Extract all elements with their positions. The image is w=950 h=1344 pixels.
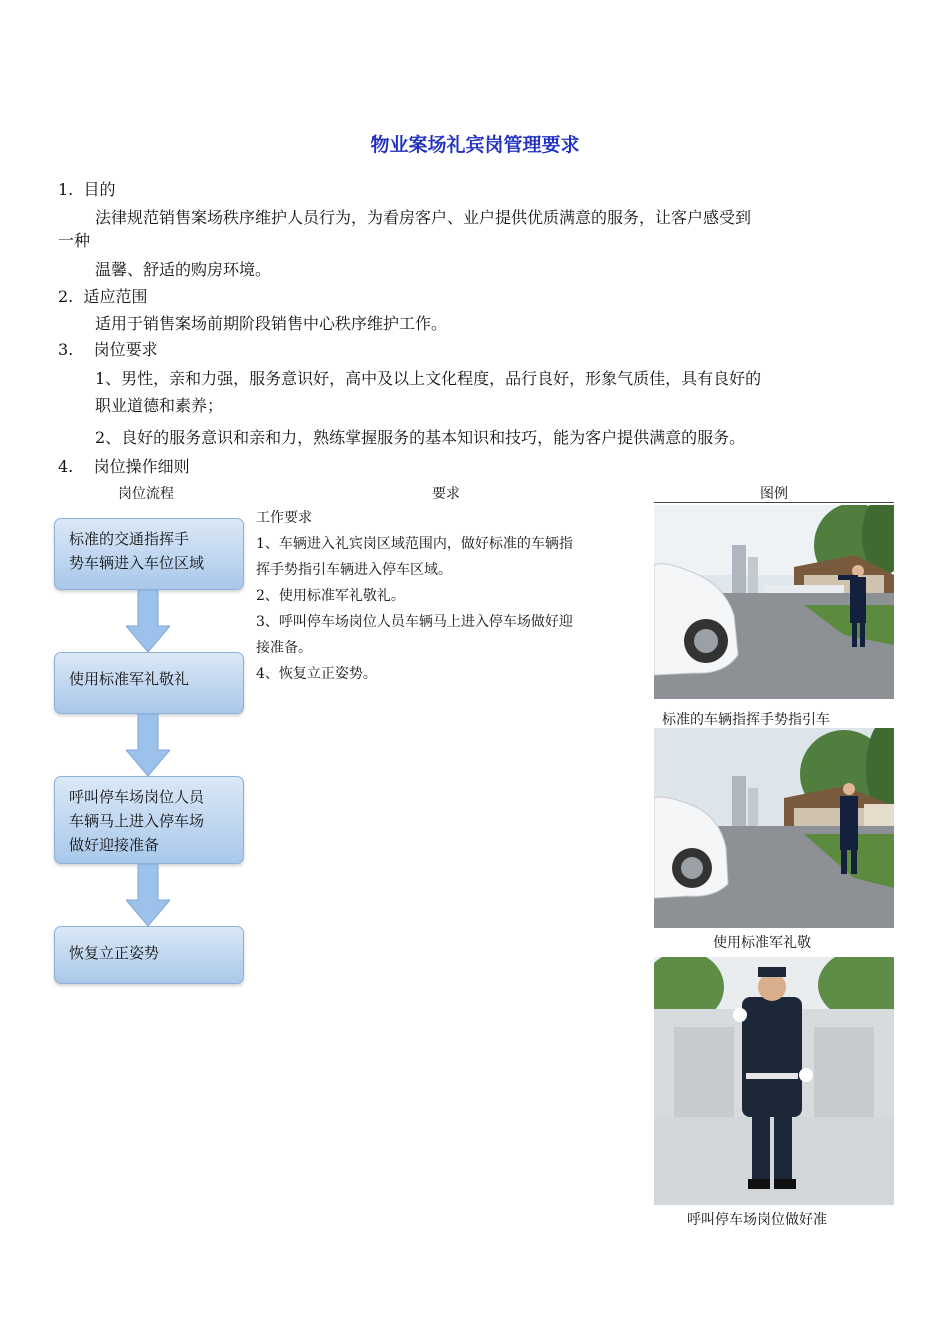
- column-header-illustration: 图例: [760, 486, 788, 502]
- requirement-line: 接准备。: [256, 640, 312, 656]
- section-4-heading: 4. 岗位操作细则: [58, 457, 190, 476]
- section-1-line-1: 法律规范销售案场秩序维护人员行为，为看房客户、业户提供优质满意的服务，让客户感受到: [95, 208, 752, 227]
- requirements-list: [256, 505, 646, 687]
- caption-salute: 使用标准军礼敬: [713, 935, 811, 951]
- requirements-heading: 工作要求: [256, 510, 312, 526]
- flow-arrow-2: [126, 714, 170, 776]
- flow-step-salute: 使用标准军礼敬礼: [54, 652, 244, 714]
- flow-arrow-1: [126, 590, 170, 652]
- photo-traffic-gesture: [654, 505, 894, 699]
- requirement-line: 2、使用标准军礼敬礼。: [256, 588, 405, 604]
- photo-salute: [654, 728, 894, 928]
- page-title: 物业案场礼宾岗管理要求: [370, 134, 580, 156]
- section-3-line-3: 2、良好的服务意识和亲和力，熟练掌握服务的基本知识和技巧，能为客户提供满意的服务。: [95, 428, 746, 447]
- section-1-heading: 1. 目的: [58, 180, 116, 199]
- illustration-header-rule: [654, 502, 894, 503]
- section-3-heading: 3. 岗位要求: [58, 340, 158, 359]
- photo-standing-guard: [654, 957, 894, 1205]
- section-1-line-3: 温馨、舒适的购房环境。: [95, 260, 272, 279]
- caption-traffic-gesture: 标准的车辆指挥手势指引车: [662, 712, 830, 728]
- section-1-line-2: 一种: [58, 231, 91, 250]
- flow-step-traffic-gesture: 标准的交通指挥手 势车辆进入车位区域: [54, 518, 244, 590]
- requirement-line: 挥手势指引车辆进入停车区域。: [256, 562, 452, 578]
- flow-arrow-3: [126, 864, 170, 926]
- flow-step-call-parking: 呼叫停车场岗位人员 车辆马上进入停车场 做好迎接准备: [54, 776, 244, 864]
- flow-step-stand-attention: 恢复立正姿势: [54, 926, 244, 984]
- column-header-flow: 岗位流程: [118, 486, 174, 502]
- column-header-requirements: 要求: [432, 486, 460, 502]
- section-2-line-1: 适用于销售案场前期阶段销售中心秩序维护工作。: [95, 314, 448, 333]
- section-2-heading: 2. 适应范围: [58, 287, 148, 306]
- requirement-line: 3、呼叫停车场岗位人员车辆马上进入停车场做好迎: [256, 614, 573, 630]
- requirement-line: 4、恢复立正姿势。: [256, 666, 377, 682]
- section-3-line-2: 职业道德和素养；: [95, 396, 224, 415]
- section-3-line-1: 1、男性，亲和力强，服务意识好，高中及以上文化程度，品行良好，形象气质佳，具有良好的: [95, 369, 762, 388]
- caption-standing-guard: 呼叫停车场岗位做好准: [687, 1212, 827, 1228]
- requirement-line: 1、车辆进入礼宾岗区域范围内，做好标准的车辆指: [256, 536, 573, 552]
